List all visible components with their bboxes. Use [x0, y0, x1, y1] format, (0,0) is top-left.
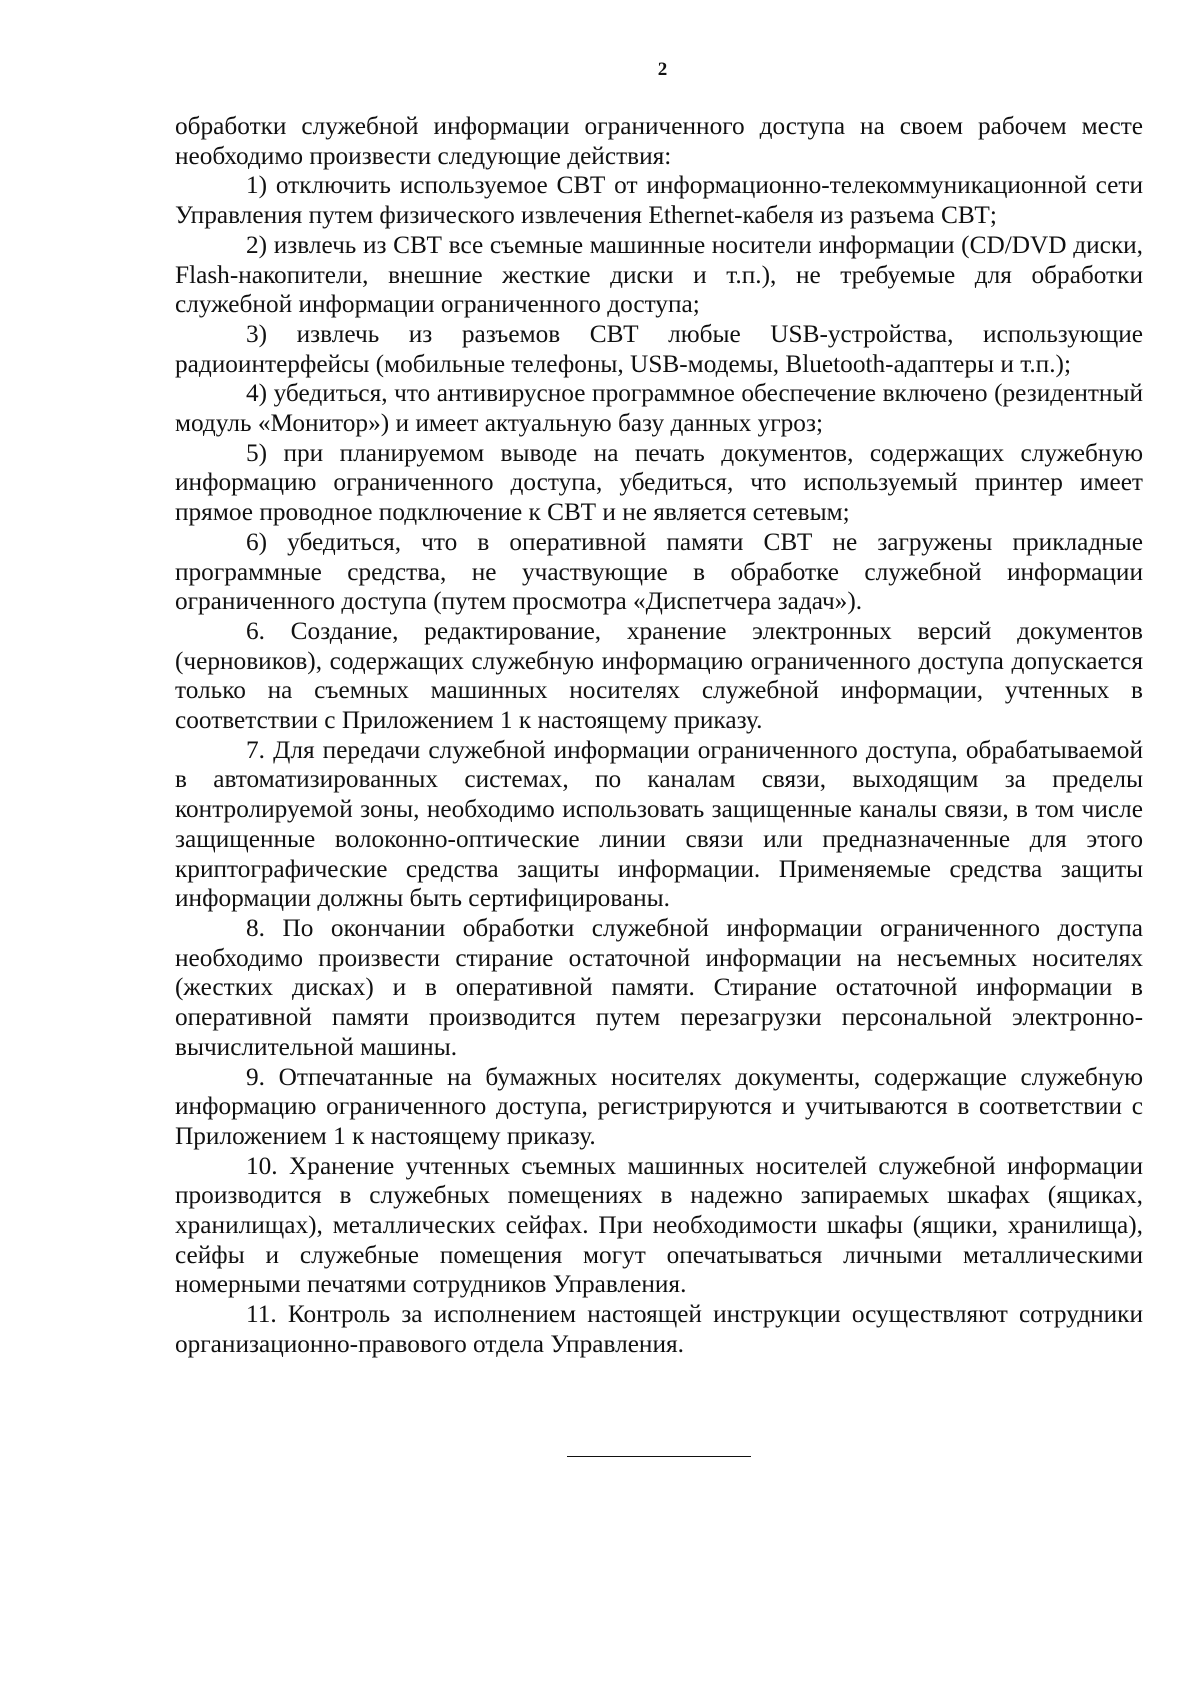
end-of-document-rule — [567, 1456, 751, 1457]
list-item-6: 6) убедиться, что в оперативной памяти СВТ не загружены прикладные программные средства, не участвующие в обработке служебной информации ограниченного доступа (путем просмотра «Диспетчера задач»). — [175, 527, 1143, 616]
list-item-2: 2) извлечь из СВТ все съемные машинные носители информации (CD/DVD диски, Flash-накопители, внешние жесткие диски и т.п.), не требуемые для обработки служебной информации ограниченного доступа; — [175, 230, 1143, 319]
page-number: 2 — [657, 59, 668, 80]
list-item-1: 1) отключить используемое СВТ от информационно-телекоммуникационной сети Управления путем физического извлечения Ethernet-кабеля из разъема СВТ; — [175, 171, 1143, 230]
list-item-3: 3) извлечь из разъемов СВТ любые USB-устройства, использующие радиоинтерфейсы (мобильные телефоны, USB-модемы, Bluetooth-адаптеры и т.п.); — [175, 319, 1143, 378]
clause-8: 8. По окончании обработки служебной информации ограниченного доступа необходимо произвести стирание остаточной информации на несъемных носителях (жестких дисках) и в оперативной памяти. Стирание остаточной информации в оперативной памяти производится путем перезагрузки персональной электронно-вычислительной машины. — [175, 913, 1143, 1061]
clause-6: 6. Создание, редактирование, хранение электронных версий документов (черновиков), содержащих служебную информацию ограниченного доступа допускается только на съемных машинных носителях служебной информации, учтенных в соответствии с Приложением 1 к настоящему приказу. — [175, 616, 1143, 735]
document-body — [175, 112, 1143, 1360]
list-item-4: 4) убедиться, что антивирусное программное обеспечение включено (резидентный модуль «Монитор») и имеет актуальную базу данных угроз; — [175, 379, 1143, 438]
clause-11: 11. Контроль за исполнением настоящей инструкции осуществляют сотрудники организационно-правового отдела Управления. — [175, 1300, 1143, 1358]
clause-10: 10. Хранение учтенных съемных машинных носителей служебной информации производится в служебных помещениях в надежно запираемых шкафах (ящиках, хранилищах), металлических сейфах. При необходимости шкафы (ящики, хранилища), сейфы и служебные помещения могут опечатываться личными металлическими номерными печатями сотрудников Управления. — [175, 1151, 1143, 1299]
list-item-5: 5) при планируемом выводе на печать документов, содержащих служебную информацию ограниченного доступа, убедиться, что используемый принтер имеет прямое проводное подключение к СВТ и не является сетевым; — [175, 438, 1143, 527]
paragraph-continuation: обработки служебной информации ограниченного доступа на своем рабочем месте необходимо произвести следующие действия: — [175, 112, 1143, 170]
clause-9: 9. Отпечатанные на бумажных носителях документы, содержащие служебную информацию ограниченного доступа, регистрируются и учитываются в соответствии с Приложением 1 к настоящему приказу. — [175, 1062, 1143, 1150]
clause-7: 7. Для передачи служебной информации ограниченного доступа, обрабатываемой в автоматизированных системах, по каналам связи, выходящим за пределы контролируемой зоны, необходимо использовать защищенные каналы связи, в том числе защищенные волоконно-оптические линии связи или предназначенные для этого криптографические средства защиты информации. Применяемые средства защиты информации должны быть сертифицированы. — [175, 735, 1143, 913]
